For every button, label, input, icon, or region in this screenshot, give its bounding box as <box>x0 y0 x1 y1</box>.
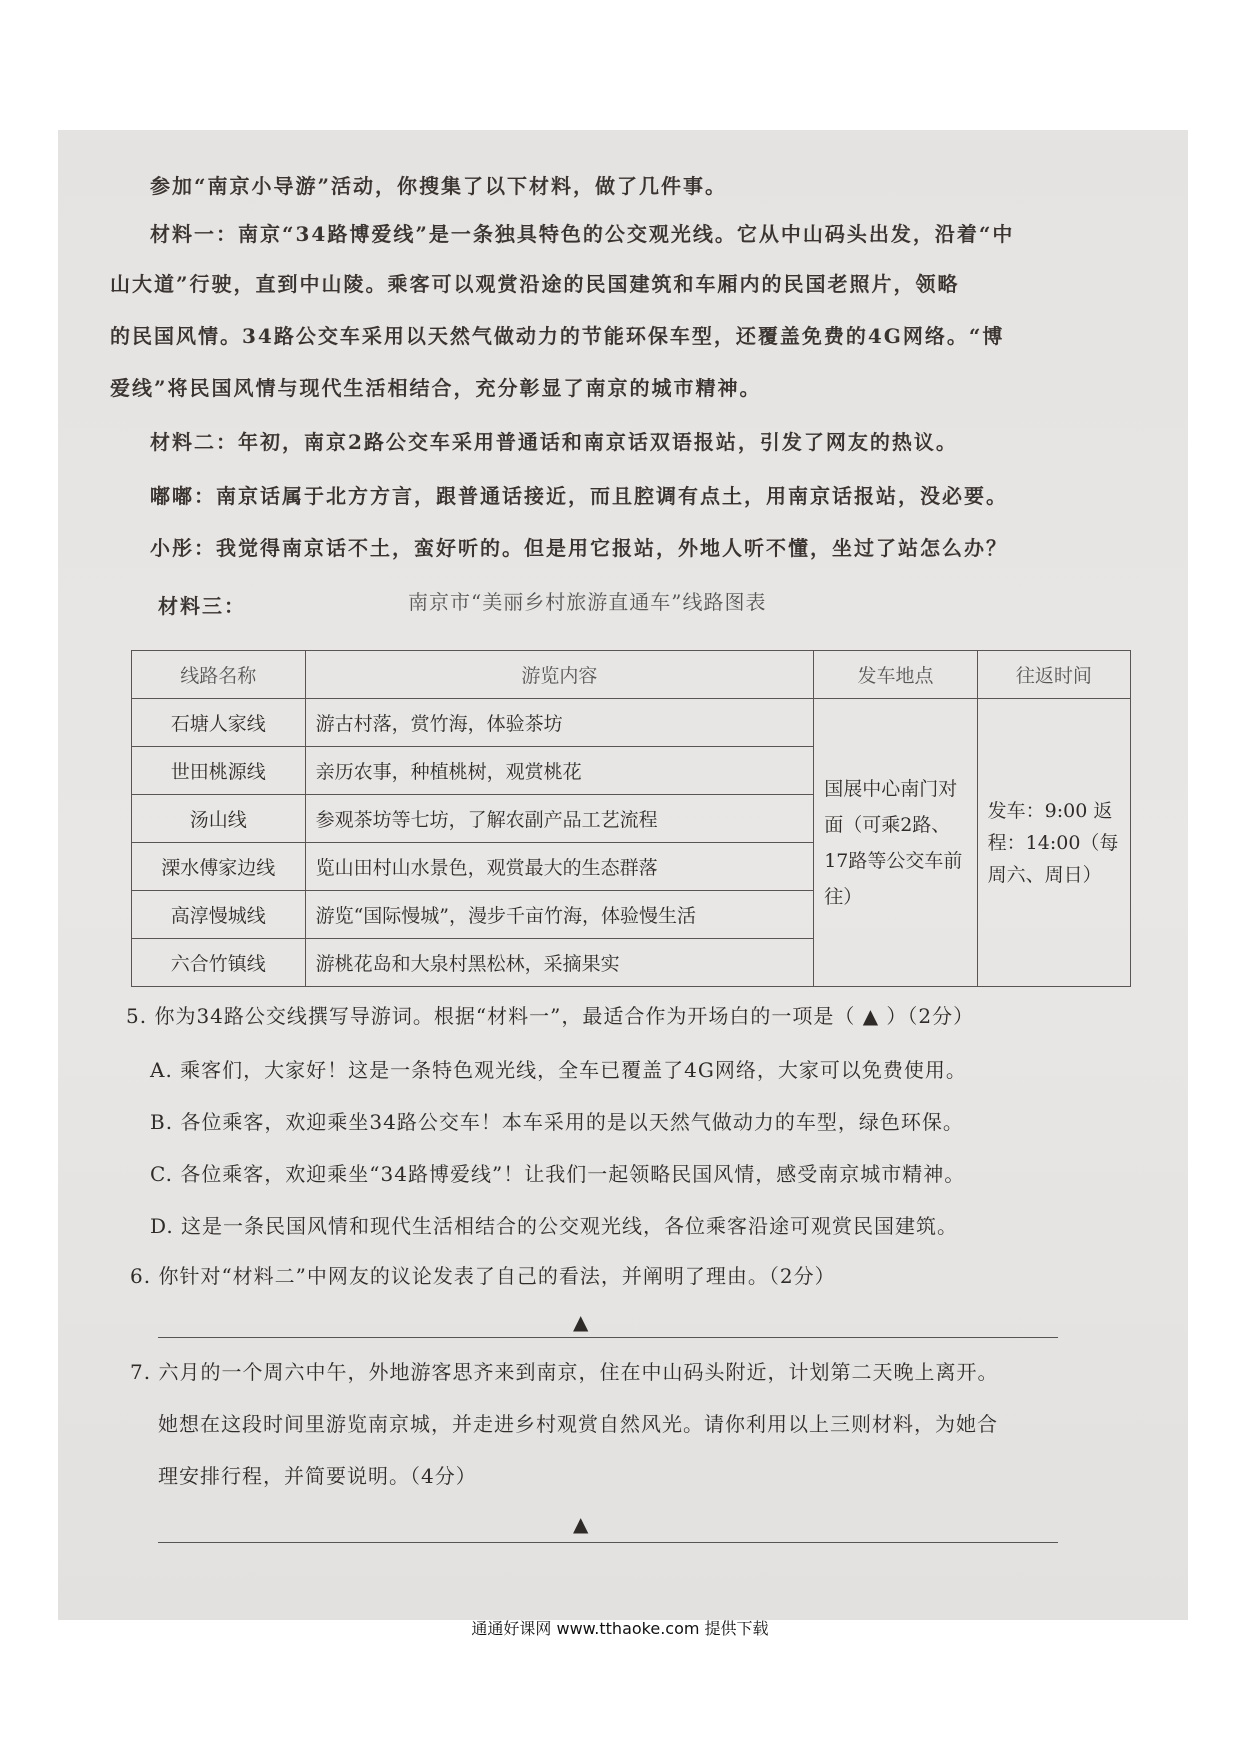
header-time: 往返时间 <box>977 651 1130 699</box>
answer-line <box>158 1337 1058 1338</box>
question-7-line: 7. 六月的一个周六中午，外地游客思齐来到南京，住在中山码头附近，计划第二天晚上离开。 <box>130 1360 999 1384</box>
header-content: 游览内容 <box>305 651 814 699</box>
intro-text: 参加“南京小导游”活动，你搜集了以下材料，做了几件事。 <box>150 174 728 198</box>
question-7-line: 她想在这段时间里游览南京城，并走进乡村观赏自然风光。请你利用以上三则材料，为她合 <box>158 1412 998 1436</box>
route-name: 高淳慢城线 <box>132 891 306 939</box>
question-5-option-b: B. 各位乘客，欢迎乘坐34路公交车！本车采用的是以天然气做动力的车型，绿色环保。 <box>150 1110 964 1134</box>
material1-line: 山大道”行驶，直到中山陵。乘客可以观赏沿途的民国建筑和车厢内的民国老照片，领略 <box>110 272 960 296</box>
route-table <box>131 650 1131 987</box>
footer-text: 通通好课网 www.tthaoke.com 提供下载 <box>471 1619 769 1638</box>
route-name: 世田桃源线 <box>132 747 306 795</box>
route-content: 游览“国际慢城”，漫步千亩竹海，体验慢生活 <box>305 891 814 939</box>
question-5-option-d: D. 这是一条民国风情和现代生活相结合的公交观光线，各位乘客沿途可观赏民国建筑。 <box>150 1214 959 1238</box>
table-row <box>132 699 1131 747</box>
route-name: 汤山线 <box>132 795 306 843</box>
route-content: 游古村落，赏竹海，体验茶坊 <box>305 699 814 747</box>
table-caption: 南京市“美丽乡村旅游直通车”线路图表 <box>408 590 767 614</box>
route-name: 溧水傅家边线 <box>132 843 306 891</box>
material2-line: 嘟嘟：南京话属于北方方言，跟普通话接近，而且腔调有点土，用南京话报站，没必要。 <box>150 484 1008 508</box>
question-6-stem: 6. 你针对“材料二”中网友的议论发表了自己的看法，并阐明了理由。（2分） <box>130 1264 836 1288</box>
material1-line: 的民国风情。34路公交车采用以天然气做动力的节能环保车型，还覆盖免费的4G网络。“博 <box>110 324 1005 348</box>
table-header-row <box>132 651 1131 699</box>
route-content: 亲历农事，种植桃树，观赏桃花 <box>305 747 814 795</box>
question-5-stem: 5. 你为34路公交线撰写导游词。根据“材料一”，最适合作为开场白的一项是（ ▲ ）（2分） <box>126 1004 975 1028</box>
exam-page <box>58 130 1188 1620</box>
question-5-option-a: A. 乘客们，大家好！这是一条特色观光线，全车已覆盖了4G网络，大家可以免费使用。 <box>150 1058 967 1082</box>
answer-marker: ▲ <box>573 1310 589 1334</box>
question-7-line: 理安排行程，并简要说明。（4分） <box>158 1464 477 1488</box>
material2-line: 材料二：年初，南京2路公交车采用普通话和南京话双语报站，引发了网友的热议。 <box>150 430 958 454</box>
header-departure: 发车地点 <box>814 651 977 699</box>
route-content: 参观茶坊等七坊，了解农副产品工艺流程 <box>305 795 814 843</box>
material3-label: 材料三： <box>158 594 246 618</box>
material2-line: 小彤：我觉得南京话不土，蛮好听的。但是用它报站，外地人听不懂，坐过了站怎么办？ <box>150 536 1008 560</box>
round-trip-time: 发车：9:00 返程：14:00（每周六、周日） <box>977 699 1130 987</box>
material1-line: 材料一：南京“34路博爱线”是一条独具特色的公交观光线。它从中山码头出发，沿着“中 <box>150 222 1015 246</box>
route-content: 览山田村山水景色，观赏最大的生态群落 <box>305 843 814 891</box>
answer-marker: ▲ <box>573 1512 589 1536</box>
route-content: 游桃花岛和大泉村黑松林，采摘果实 <box>305 939 814 987</box>
answer-line <box>158 1542 1058 1543</box>
material1-line: 爱线”将民国风情与现代生活相结合，充分彰显了南京的城市精神。 <box>110 376 762 400</box>
route-name: 石塘人家线 <box>132 699 306 747</box>
route-name: 六合竹镇线 <box>132 939 306 987</box>
departure-location: 国展中心南门对面（可乘2路、17路等公交车前往） <box>814 699 977 987</box>
question-5-option-c: C. 各位乘客，欢迎乘坐“34路博爱线”！让我们一起领略民国风情，感受南京城市精神。 <box>150 1162 966 1186</box>
header-route-name: 线路名称 <box>132 651 306 699</box>
